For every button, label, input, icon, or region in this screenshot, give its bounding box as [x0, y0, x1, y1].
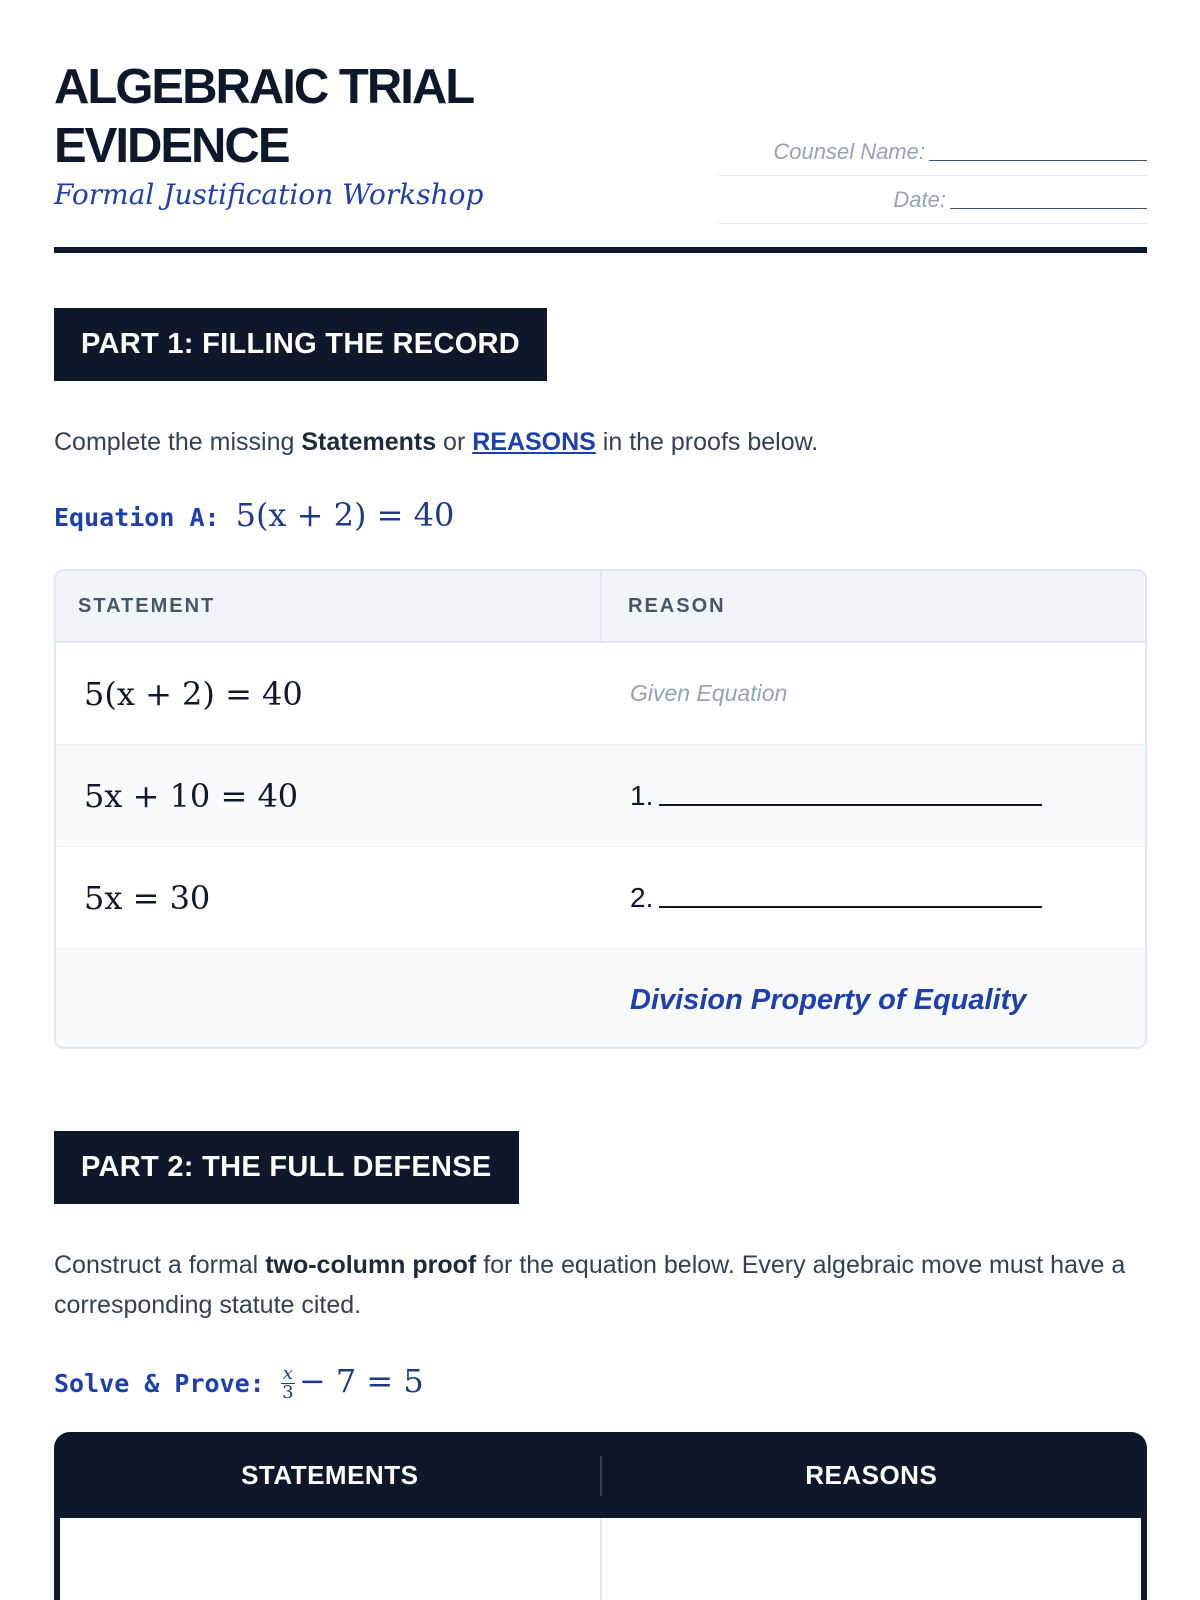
- statement-column-header: STATEMENT: [56, 571, 602, 641]
- statements-column-header: STATEMENTS: [241, 1459, 419, 1490]
- proof-table-a-header: [56, 571, 1145, 643]
- statement-cell: 5(x + 2) = 40: [84, 674, 303, 713]
- worksheet-header: [54, 0, 1147, 255]
- fraction: [281, 1365, 295, 1402]
- statement-cell: 5x + 10 = 40: [84, 776, 299, 815]
- part1-instr-text-post: in the proofs below.: [595, 428, 819, 456]
- table-row: [56, 643, 1145, 745]
- table-row: [56, 949, 1145, 1049]
- part1-instr-bold: Statements: [301, 428, 437, 456]
- title-line-1: ALGEBRAIC TRIAL: [54, 60, 474, 114]
- answer-line[interactable]: [659, 804, 1042, 806]
- date-field[interactable]: [719, 176, 1147, 224]
- counsel-name-label: Counsel Name:: [773, 139, 925, 164]
- reasons-link[interactable]: REASONS: [472, 428, 596, 456]
- fraction-denominator: 3: [282, 1382, 294, 1403]
- proof-table-b-header: [60, 1432, 1141, 1518]
- part2-instructions: [54, 1245, 1147, 1325]
- reason-number: 1.: [630, 779, 654, 811]
- worksheet-subtitle: Formal Justification Workshop: [54, 178, 484, 211]
- answer-line[interactable]: [659, 906, 1042, 908]
- part1-banner: PART 1: FILLING THE RECORD: [54, 308, 547, 381]
- reason-column-header: REASON: [628, 594, 726, 617]
- date-label: Date:: [893, 187, 946, 212]
- part2-instr-bold: two-column proof: [265, 1251, 477, 1279]
- reason-cell: Division Property of Equality: [630, 983, 1027, 1016]
- proof-table-a: [54, 569, 1147, 1049]
- header-divider: [54, 247, 1147, 253]
- solve-and-prove: [54, 1362, 424, 1402]
- date-blank[interactable]: [950, 207, 1147, 209]
- part1-instructions: [54, 422, 1147, 462]
- table-row: [56, 745, 1145, 847]
- fraction-numerator: x: [282, 1363, 293, 1384]
- equation-a: [54, 496, 454, 534]
- worksheet-page: [54, 0, 1147, 1490]
- reason-number: 2.: [630, 881, 654, 913]
- proof-table-b-body: [60, 1518, 1141, 1600]
- worksheet-title: [54, 58, 473, 176]
- table-row: [56, 847, 1145, 949]
- reasons-column-header: REASONS: [805, 1459, 938, 1490]
- reason-cell: Given Equation: [630, 680, 788, 706]
- solve-prove-label: Solve & Prove:: [54, 1369, 265, 1398]
- part2-instr-text-post: for the equation below. Every algebraic move must have a corresponding statute cited.: [54, 1251, 1126, 1319]
- counsel-name-field[interactable]: [719, 128, 1147, 176]
- counsel-name-blank[interactable]: [929, 159, 1147, 161]
- part1-instr-text: Complete the missing: [54, 428, 302, 456]
- student-info-block: [719, 128, 1147, 224]
- equation-a-expression: 5(x + 2) = 40: [235, 496, 455, 534]
- statements-answer-cell[interactable]: [60, 1518, 600, 1600]
- equation-a-label: Equation A:: [54, 503, 220, 532]
- title-line-2: EVIDENCE: [54, 119, 289, 173]
- equation-remainder: − 7 = 5: [298, 1362, 424, 1400]
- reason-blank-1[interactable]: [630, 780, 1042, 812]
- part2-instr-text: Construct a formal: [54, 1251, 266, 1279]
- statement-cell: 5x = 30: [84, 878, 211, 917]
- reason-blank-2[interactable]: [630, 882, 1042, 914]
- part1-instr-text-mid: or: [436, 428, 473, 456]
- solve-prove-expression: [281, 1362, 424, 1402]
- reasons-answer-cell[interactable]: [602, 1518, 1142, 1600]
- proof-table-b: [54, 1432, 1147, 1600]
- part2-banner: PART 2: THE FULL DEFENSE: [54, 1131, 519, 1204]
